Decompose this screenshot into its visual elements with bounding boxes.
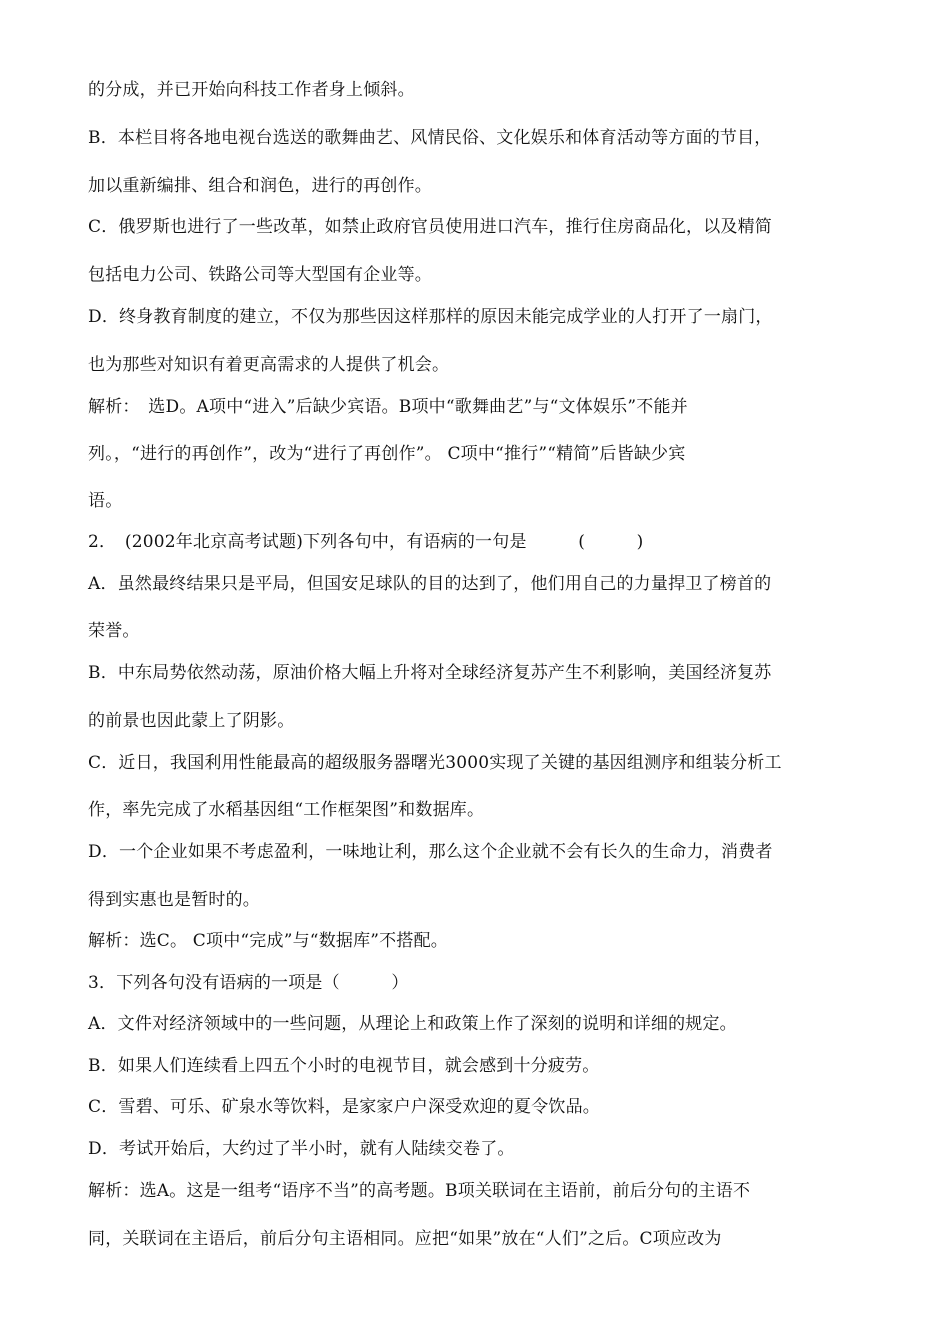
text-line: 解析： 选D。A项中“进入”后缺少宾语。B项中“歌舞曲艺”与“文体娱乐”不能并 <box>88 397 688 417</box>
question-3: 3．下列各句没有语病的一项是（ ） <box>88 973 409 993</box>
text-line: C．雪碧、可乐、矿泉水等饮料，是家家户户深受欢迎的夏令饮品。 <box>88 1097 601 1117</box>
question-2: 2． (2002年北京高考试题)下列各句中，有语病的一句是 ( ) <box>88 532 644 552</box>
text-line: 得到实惠也是暂时的。 <box>88 890 260 910</box>
text-line: A．虽然最终结果只是平局，但国安足球队的目的达到了，他们用自己的力量捍卫了榜首的 <box>88 574 772 594</box>
text-line: 荣誉。 <box>88 621 140 641</box>
text-line: 语。 <box>88 491 123 511</box>
text-line: 解析：选A。这是一组考“语序不当”的高考题。B项关联词在主语前，前后分句的主语不 <box>88 1181 751 1201</box>
text-line: D．考试开始后，大约过了半小时，就有人陆续交卷了。 <box>88 1139 515 1159</box>
text-line: 作，率先完成了水稻基因组“工作框架图”和数据库。 <box>88 800 485 820</box>
text-line: B．如果人们连续看上四五个小时的电视节目，就会感到十分疲劳。 <box>88 1056 600 1076</box>
text-line: D．一个企业如果不考虑盈利，一味地让利，那么这个企业就不会有长久的生命力，消费者 <box>88 842 773 862</box>
text-line: B．中东局势依然动荡，原油价格大幅上升将对全球经济复苏产生不利影响，美国经济复苏 <box>88 663 772 683</box>
text-line: 列。，“进行的再创作”，改为“进行了再创作”。 C项中“推行”“精简”后皆缺少宾 <box>88 444 686 464</box>
text-line: C．俄罗斯也进行了一些改革，如禁止政府官员使用进口汽车，推行住房商品化，以及精简 <box>88 217 773 237</box>
text-line: 同，关联词在主语后，前后分句主语相同。应把“如果”放在“人们”之后。C项应改为 <box>88 1229 722 1249</box>
text-line: 解析：选C。 C项中“完成”与“数据库”不搭配。 <box>88 931 448 951</box>
text-line: C．近日，我国利用性能最高的超级服务器曙光3000实现了关键的基因组测序和组装分析工 <box>88 753 782 773</box>
text-line: D．终身教育制度的建立，不仅为那些因这样那样的原因未能完成学业的人打开了一扇门， <box>88 307 773 327</box>
text-line: 也为那些对知识有着更高需求的人提供了机会。 <box>88 355 450 375</box>
text-line: B．本栏目将各地电视台选送的歌舞曲艺、风情民俗、文化娱乐和体育活动等方面的节目， <box>88 128 772 148</box>
text-line: 包括电力公司、铁路公司等大型国有企业等。 <box>88 265 432 285</box>
text-line: 的分成，并已开始向科技工作者身上倾斜。 <box>88 80 415 100</box>
text-line: 的前景也因此蒙上了阴影。 <box>88 711 295 731</box>
text-line: A．文件对经济领域中的一些问题，从理论上和政策上作了深刻的说明和详细的规定。 <box>88 1014 737 1034</box>
text-line: 加以重新编排、组合和润色，进行的再创作。 <box>88 176 432 196</box>
